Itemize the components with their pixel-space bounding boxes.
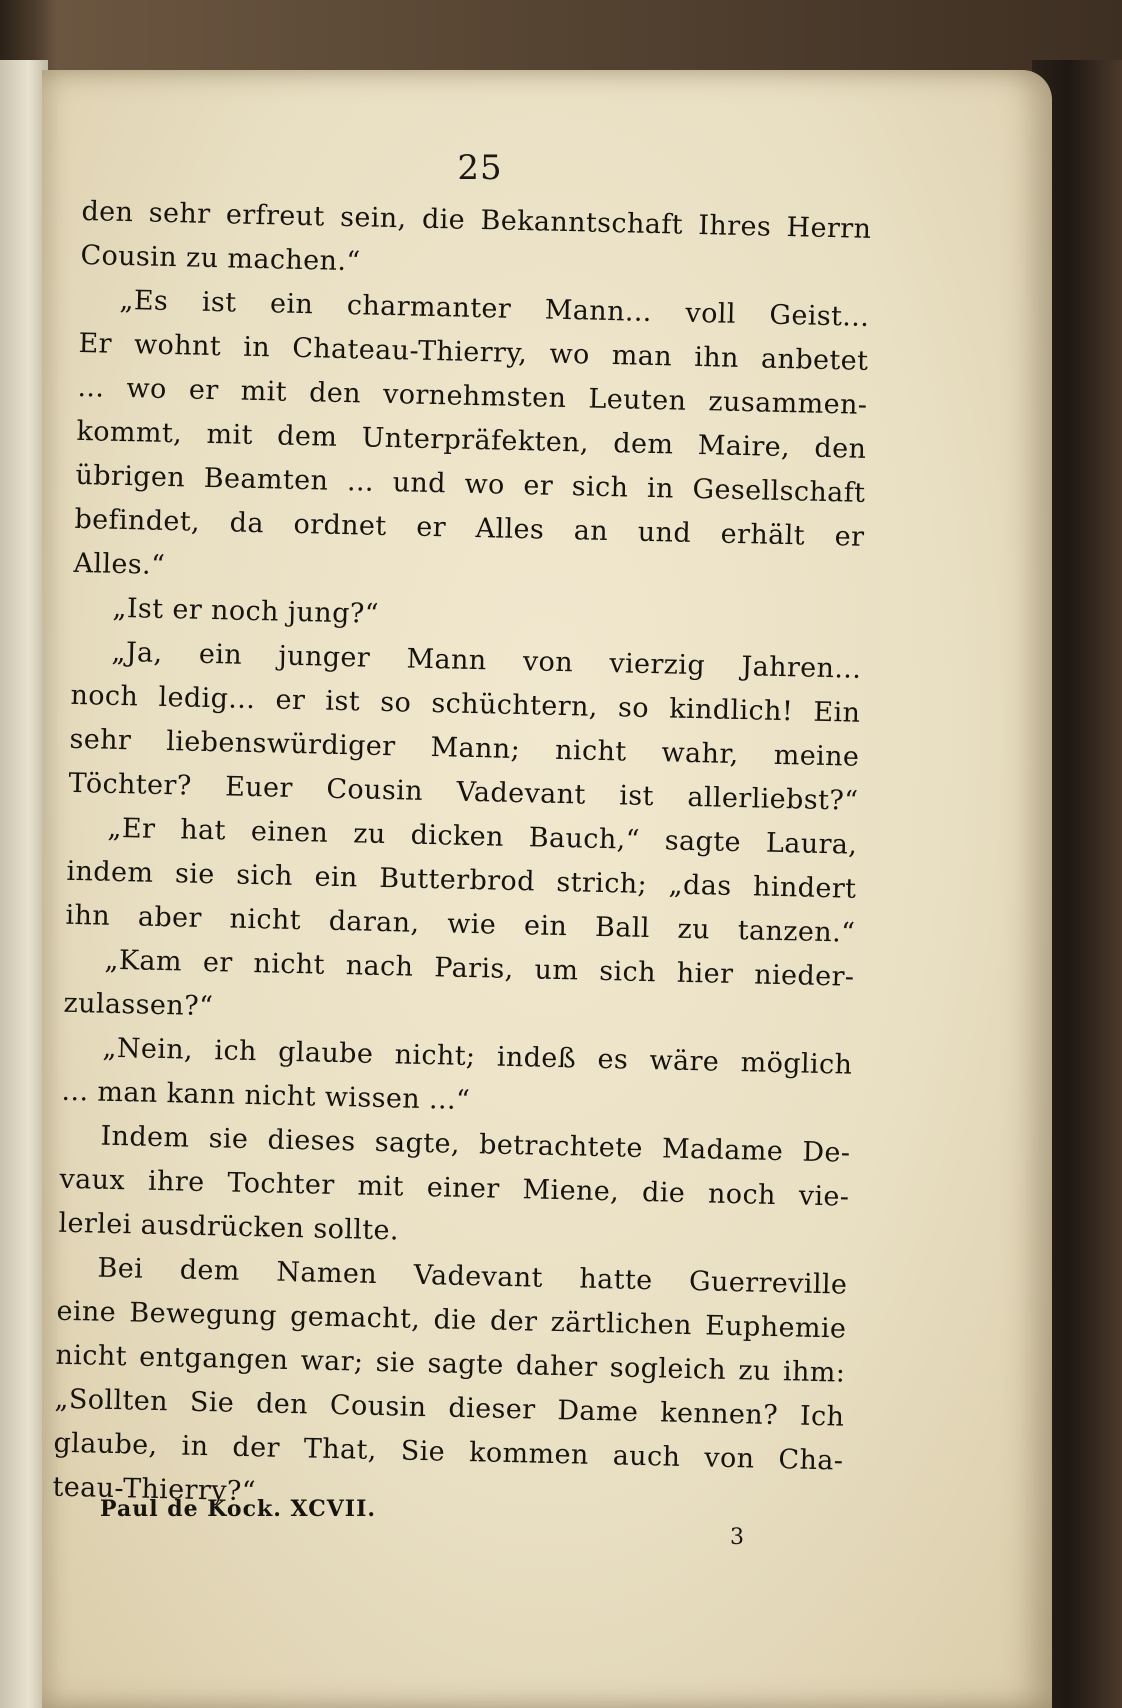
text-line: „Sollten Sie den Cousin dieser Dame kennen? Ich <box>54 1383 845 1433</box>
text-line: ... wo er mit den vornehmsten Leuten zusammen- <box>77 371 868 421</box>
text-line: den sehr erfreut sein, die Bekanntschaft Ihres Herrn <box>81 195 872 245</box>
facing-page-edge <box>0 60 48 1708</box>
text-line: „Kam er nicht nach Paris, um sich hier nieder- <box>104 944 855 993</box>
text-line: lerlei ausdrücken sollte. <box>58 1207 400 1247</box>
text-line: vaux ihre Tochter mit einer Miene, die noch vie- <box>59 1163 850 1213</box>
text-line: noch ledig... er ist so schüchtern, so kindlich! Ein <box>70 679 861 729</box>
text-line: glaube, in der That, Sie kommen auch von Cha- <box>53 1427 844 1477</box>
text-line: befindet, da ordnet er Alles an und erhält er <box>74 503 865 553</box>
text-line: übrigen Beamten ... und wo er sich in Gesellschaft <box>75 459 866 509</box>
text-line: ... man kann nicht wissen ...“ <box>61 1075 471 1117</box>
text-line: teau-Thierry?“ <box>52 1471 257 1508</box>
text-line: Indem sie dieses sagte, betrachtete Madame De- <box>100 1120 851 1169</box>
text-line: eine Bewegung gemacht, die der zärtlichen Euphemie <box>56 1295 847 1345</box>
text-line: „Er hat einen zu dicken Bauch,“ sagte Laura, <box>107 812 858 861</box>
text-line: „Ja, ein junger Mann von vierzig Jahren... <box>111 636 862 685</box>
body-text <box>52 190 872 1528</box>
sheet-number: 3 <box>730 1525 744 1550</box>
text-line: ihn aber nicht daran, wie ein Ball zu tanzen.“ <box>65 899 856 949</box>
page-number: 25 <box>457 148 503 188</box>
text-line: „Ist er noch jung?“ <box>112 592 380 630</box>
text-line: Er wohnt in Chateau-Thierry, wo man ihn anbetet <box>78 327 869 377</box>
text-line: Bei dem Namen Vadevant hatte Guerreville <box>97 1252 848 1301</box>
text-line: Cousin zu machen.“ <box>80 239 361 278</box>
text-line: indem sie sich ein Butterbrod strich; „das hindert <box>66 855 857 905</box>
text-line: nicht entgangen war; sie sagte daher sogleich zu ihm: <box>55 1339 846 1389</box>
text-line: Töchter? Euer Cousin Vadevant ist allerliebst?“ <box>68 767 859 817</box>
signature-mark: Paul de Kock. XCVII. <box>100 1496 377 1522</box>
text-line: kommt, mit dem Unterpräfekten, dem Maire, den <box>76 415 867 465</box>
text-line: Alles.“ <box>73 547 166 581</box>
text-line: „Es ist ein charmanter Mann... voll Geist... <box>119 284 870 333</box>
text-line: „Nein, ich glaube nicht; indeß es wäre möglich <box>102 1032 853 1081</box>
text-line: sehr liebenswürdiger Mann; nicht wahr, meine <box>69 723 860 773</box>
text-line: zulassen?“ <box>63 987 214 1023</box>
